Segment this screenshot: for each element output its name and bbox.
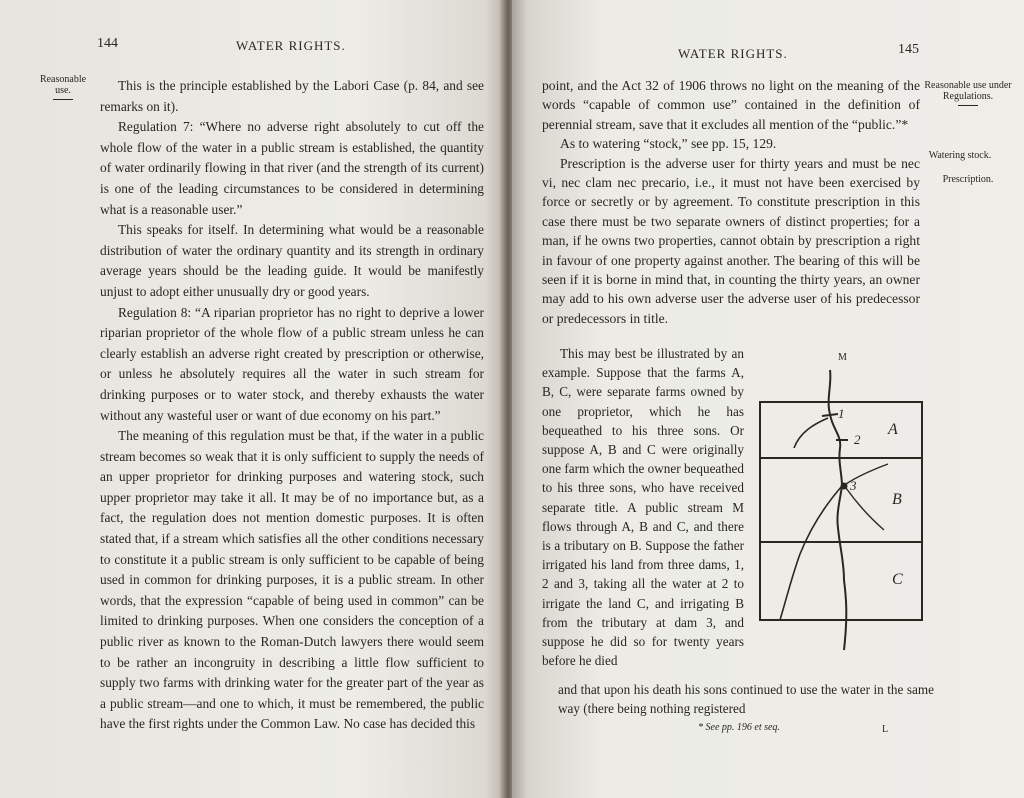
dam-label-1: 1 [838, 406, 845, 421]
right-body-text-top [542, 76, 920, 328]
paragraph: and that upon his death his sons continued to use the water in the same way (there being nothing registered [558, 682, 934, 717]
margin-note-watering-stock: Watering stock. [928, 150, 992, 161]
farm-label-c: C [892, 571, 903, 588]
farm-label-a: A [888, 421, 898, 438]
tributary-lower [846, 488, 884, 530]
left-page [0, 0, 506, 798]
dam-label-3: 3 [850, 478, 857, 493]
paragraph: This speaks for itself. In determining what would be a reasonable distribution of water the ordinary quantity and its strength in ordinary average years should be the leading guide. It would be manifestly unjust to adopt either unusually dry or good years. [100, 222, 484, 299]
stream-label-m: M [838, 352, 847, 363]
farm-label-b: B [892, 491, 902, 508]
paragraph: Regulation 8: “A riparian proprietor has no right to deprive a lower riparian proprietor of the whole flow of a public stream unless he can clearly establish an adverse right created by prescription or otherwise, or unless he absolutely requires all the water in such stream for drinking purposes or to water stock, and thereby exhausts the water without any wasteful user or want of due economy on his part.” [100, 304, 484, 423]
left-body-text [100, 76, 484, 735]
paragraph: point, and the Act 32 of 1906 throws no light on the meaning of the words “capable of common use” contained in the definition of perennial stream, save that it excludes all mention of the “public.”* [542, 78, 920, 132]
running-head-right: WATER RIGHTS. [678, 46, 788, 61]
stream-branch-left [794, 418, 828, 448]
dam-3-marker [841, 483, 848, 490]
paragraph: This is the principle established by the Labori Case (p. 84, and see remarks on it). [100, 78, 484, 114]
paragraph: As to watering “stock,” see pp. 15, 129. [560, 136, 777, 152]
dam-1-marker [822, 414, 838, 416]
page-number-left: 144 [97, 36, 118, 51]
stream-branch-west [780, 486, 842, 620]
paragraph: Regulation 7: “Where no adverse right absolutely to cut off the whole flow of the water in a public stream is established, the quantity of water ordinarily flowing in that river (and the strength of its current) is one of the leading circumstances to be considered in determining what is a reasonable user.” [100, 119, 484, 217]
dam-label-2: 2 [854, 432, 861, 447]
right-body-text-bottom [558, 680, 934, 718]
margin-dash [958, 105, 978, 106]
margin-note-reasonable-use: Reasonable use. [32, 74, 94, 100]
right-page [512, 0, 1024, 798]
footnote: * See pp. 196 et seq. [698, 722, 780, 733]
farm-stream-diagram [756, 344, 932, 664]
running-head-left: WATER RIGHTS. [236, 38, 346, 53]
signature-mark: L [882, 724, 889, 735]
margin-dash [53, 99, 73, 100]
paragraph: The meaning of this regulation must be that, if the water in a public stream becomes so weak that it is only sufficient to supply the needs of an upper proprietor for drinking purposes and watering stock, such upper proprietor may take it all. It may be of no importance but, as a fact, the regulation does not mention domestic purposes. It is often stated that, if a stream which satisfies all the other conditions necessary to constitute it a public stream is only sufficient to be capable of being used in common for drinking purposes, it is a public stream. In other words, that the expression “capable of being used in common” can be limited to drinking purposes. When one considers the conception of a public river as known to the Roman-Dutch lawyers there would seem to be rather an incongruity in describing a little flow sufficient to supply two farms with drinking water for the greater part of the year as a public stream—and one to which, it must be remembered, the public have the first rights under the Common Law. No case has decided this [100, 428, 484, 732]
margin-note-regulations: Reasonable use under Regulations. [924, 80, 1012, 106]
margin-note-prescription: Prescription. [942, 174, 994, 185]
paragraph: This may best be illustrated by an example. Suppose that the farms A, B, C, were separate farms owned by one proprietor, which he has bequeathed to his three sons. Or suppose A, B and C were originally one farm which the owner bequeathed to his three sons, who have received separate title. A public stream M flows through A, B and C, and there is a tributary on B. Suppose the father irrigated his land from three dams, 1, 2 and 3, taking all the water at 2 to irrigate the land C, and irrigating B from the tributary at dam 3, and suppose he did so for twenty years before he died [542, 346, 744, 669]
page-number-right: 145 [898, 42, 919, 57]
right-body-text-side [542, 344, 744, 670]
paragraph: Prescription is the adverse user for thirty years and must be nec vi, nec clam nec precario, i.e., it must not have been exercised by force or secretly or by agreement. To constitute prescription in this case there must be two separate owners of distinct properties; for a man, if he owns two properties, cannot obtain by prescription a right in favour of one property against another. The bearing of this will be seen if it is borne in mind that, in counting the thirty years, an owner may add to his own adverse user the adverse user of his predecessor or predecessors in title. [542, 155, 920, 326]
